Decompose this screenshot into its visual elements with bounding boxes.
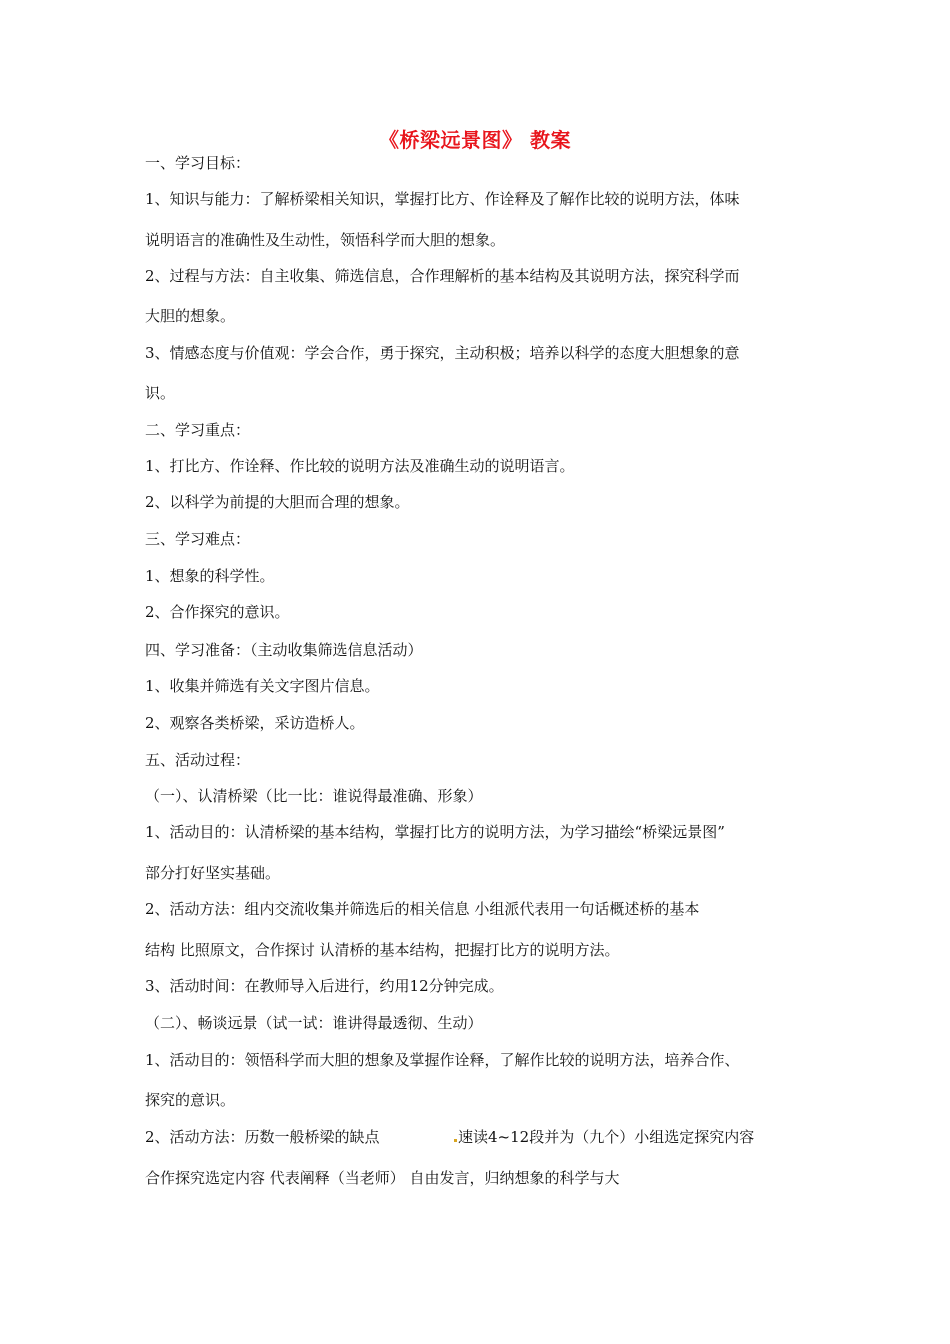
paragraph-line: 说明语言的准确性及生动性，领悟科学而大胆的想象。 [145, 231, 506, 249]
paragraph-line: 2、合作探究的意识。 [145, 603, 290, 621]
subsection-heading: （二）、畅谈远景（试一试：谁讲得最透彻、生动） [145, 1014, 483, 1032]
paragraph-line: 1、想象的科学性。 [145, 567, 275, 585]
section-heading: 一、学习目标： [145, 154, 251, 172]
section-heading: 二、学习重点： [145, 421, 251, 439]
section-heading: 五、活动过程： [145, 751, 251, 769]
paragraph-line: 1、收集并筛选有关文字图片信息。 [145, 677, 380, 695]
paragraph-line: 1、活动目的：认清桥梁的基本结构，掌握打比方的说明方法，为学习描绘“桥梁远景图” [145, 823, 725, 841]
paragraph-line: 结构 比照原文，合作探讨 认清桥的基本结构，把握打比方的说明方法。 [145, 941, 620, 959]
paragraph-text: 速读4~12段并为（九个）小组选定探究内容 [458, 1128, 755, 1146]
paragraph-line-continuation [453, 1127, 754, 1147]
paragraph-line: 1、知识与能力：了解桥梁相关知识，掌握打比方、作诠释及了解作比较的说明方法，体味 [145, 190, 740, 208]
paragraph-line: 3、活动时间：在教师导入后进行，约用12分钟完成。 [145, 977, 504, 995]
subsection-heading: （一）、认清桥梁（比一比：谁说得最准确、形象） [145, 787, 483, 805]
section-heading: 三、学习难点： [145, 530, 251, 548]
paragraph-line: 2、活动方法：历数一般桥梁的缺点 [145, 1128, 380, 1146]
marker-dot [454, 1139, 457, 1142]
paragraph-line: 大胆的想象。 [145, 307, 236, 325]
paragraph-line: 2、以科学为前提的大胆而合理的想象。 [145, 493, 410, 511]
paragraph-line: 3、情感态度与价值观：学会合作，勇于探究，主动积极；培养以科学的态度大胆想象的意 [145, 344, 740, 362]
paragraph-line: 2、过程与方法：自主收集、筛选信息，合作理解析的基本结构及其说明方法，探究科学而 [145, 267, 740, 285]
paragraph-line: 合作探究选定内容 代表阐释（当老师） 自由发言，归纳想象的科学与大 [145, 1169, 620, 1187]
document-title: 《桥梁远景图》 教案 [379, 128, 571, 152]
paragraph-line: 2、观察各类桥梁，采访造桥人。 [145, 714, 365, 732]
paragraph-line: 识。 [145, 384, 176, 402]
paragraph-line: 探究的意识。 [145, 1091, 236, 1109]
paragraph-line: 1、打比方、作诠释、作比较的说明方法及准确生动的说明语言。 [145, 457, 575, 475]
paragraph-line: 1、活动目的：领悟科学而大胆的想象及掌握作诠释，了解作比较的说明方法，培养合作、 [145, 1051, 740, 1069]
section-heading: 四、学习准备：（主动收集筛选信息活动） [145, 641, 423, 659]
paragraph-line: 2、活动方法：组内交流收集并筛选后的相关信息 小组派代表用一句话概述桥的基本 [145, 900, 700, 918]
paragraph-line: 部分打好坚实基础。 [145, 864, 281, 882]
